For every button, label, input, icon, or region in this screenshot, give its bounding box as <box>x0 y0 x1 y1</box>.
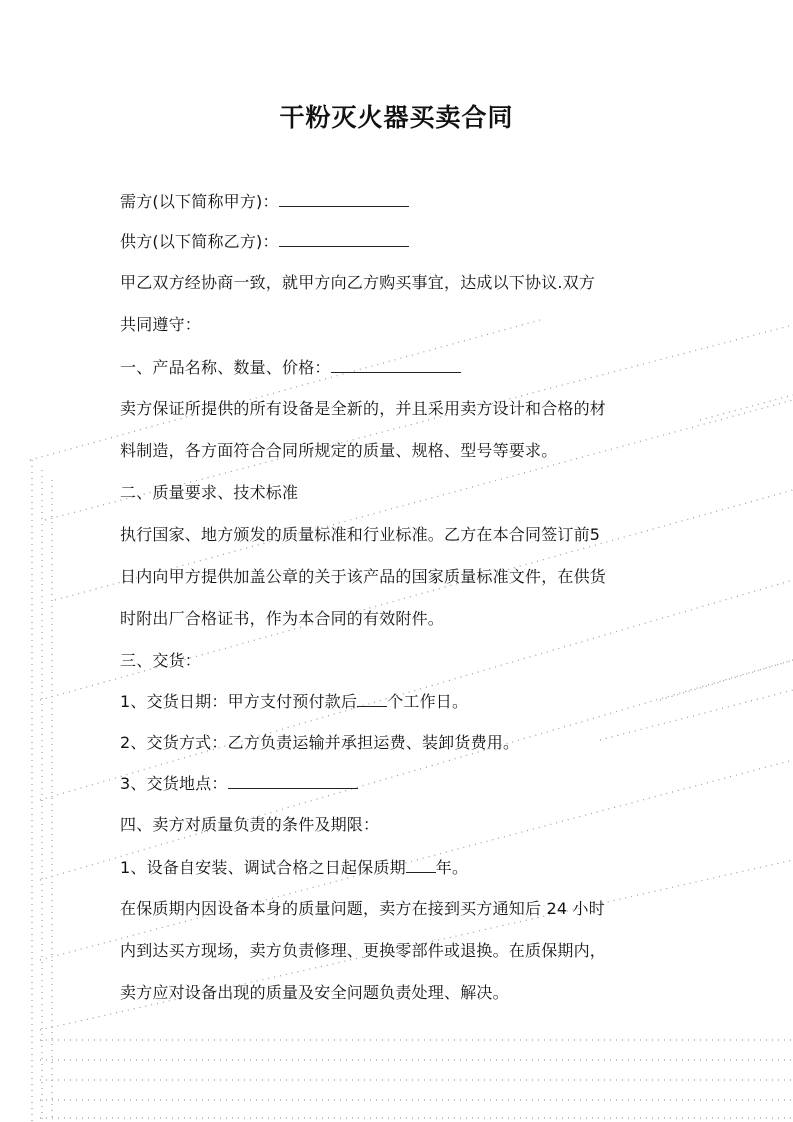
paragraph-line: 执行国家、地方颁发的质量标准和行业标准。乙方在本合同签订前5 <box>120 525 601 544</box>
delivery-date-label: 1、交货日期：甲方支付预付款后 <box>120 692 358 711</box>
section-heading-warranty: 四、卖方对质量负责的条件及期限： <box>120 815 380 834</box>
paragraph-line: 料制造，各方面符合合同所规定的质量、规格、型号等要求。 <box>120 441 558 460</box>
buyer-label: 需方(以下简称甲方)： <box>120 192 279 211</box>
paragraph-line: 在保质期内因设备本身的质量问题，卖方在接到买方通知后 24 小时 <box>120 899 605 918</box>
seller-line <box>120 230 409 253</box>
paragraph-line: 卖方应对设备出现的质量及安全问题负责处理、解决。 <box>120 983 509 1002</box>
paragraph-line: 共同遵守： <box>120 315 202 334</box>
paragraph-line: 日内向甲方提供加盖公章的关于该产品的国家质量标准文件，在供货 <box>120 567 607 586</box>
warranty-label: 1、设备自安装、调试合格之日起保质期 <box>120 858 406 877</box>
paragraph-line: 卖方保证所提供的所有设备是全新的，并且采用卖方设计和合格的材 <box>120 399 607 418</box>
buyer-line <box>120 190 409 213</box>
paragraph-line: 2、交货方式：乙方负责运输并承担运费、装卸货费用。 <box>120 733 520 752</box>
delivery-place-blank[interactable] <box>228 772 358 789</box>
section-heading-delivery: 三、交货： <box>120 651 202 670</box>
section-heading-quality: 二、质量要求、技术标准 <box>120 483 299 502</box>
product-label: 一、产品名称、数量、价格： <box>120 358 331 377</box>
page-title: 干粉灭火器买卖合同 <box>279 103 514 132</box>
buyer-blank[interactable] <box>279 190 409 207</box>
delivery-place-label: 3、交货地点： <box>120 774 228 793</box>
product-blank[interactable] <box>331 356 461 373</box>
warranty-suffix: 年。 <box>435 858 469 877</box>
section-heading-product <box>120 356 461 379</box>
warranty-years-blank[interactable] <box>406 856 436 873</box>
delivery-days-blank[interactable] <box>357 690 387 707</box>
paragraph-line: 甲乙双方经协商一致，就甲方向乙方购买事宜，达成以下协议.双方 <box>120 273 596 292</box>
delivery-date-suffix: 个工作日。 <box>387 692 469 711</box>
delivery-place-line <box>120 772 358 795</box>
seller-blank[interactable] <box>279 230 409 247</box>
delivery-date-line <box>120 690 468 713</box>
seller-label: 供方(以下简称乙方)： <box>120 232 279 251</box>
paragraph-line: 内到达买方现场，卖方负责修理、更换零部件或退换。在质保期内， <box>120 941 607 960</box>
warranty-line <box>120 856 468 879</box>
paragraph-line: 时附出厂合格证书，作为本合同的有效附件。 <box>120 609 445 628</box>
